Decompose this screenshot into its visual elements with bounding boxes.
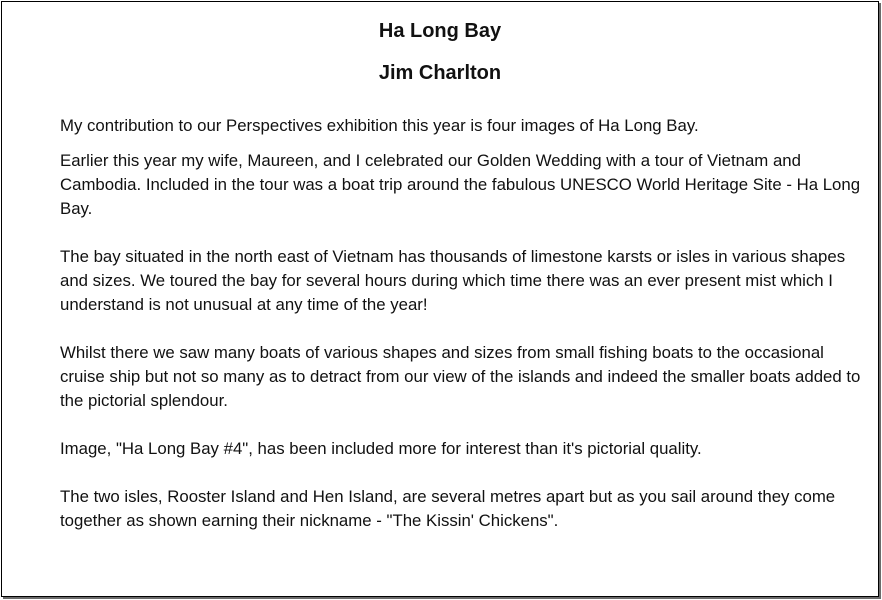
- paragraph-kissin-chickens: The two isles, Rooster Island and Hen Island, are several metres apart but as you sail around they come together as shown earning their nickname - "The Kissin' Chickens".: [60, 487, 836, 530]
- document-title: Ha Long Bay: [378, 20, 502, 42]
- paragraph-boats: Whilst there we saw many boats of various shapes and sizes from small fishing boats to the occasional cruise ship but not so many as to detract from our view of the islands and indeed the smaller boats added to the pictorial splendour.: [60, 343, 861, 410]
- paragraph-bay-description: The bay situated in the north east of Vietnam has thousands of limestone karsts or isles in various shapes and sizes. We toured the bay for several hours during which time there was an ever present mist which I understand is not unusual at any time of the year!: [60, 247, 846, 314]
- document-page: [1, 1, 879, 597]
- paragraph-image-four: Image, "Ha Long Bay #4", has been included more for interest than it's pictorial quality.: [60, 439, 702, 458]
- author-name: Jim Charlton: [378, 62, 502, 84]
- paragraph-intro: My contribution to our Perspectives exhibition this year is four images of Ha Long Bay.: [60, 116, 699, 135]
- paragraph-golden-wedding: Earlier this year my wife, Maureen, and I celebrated our Golden Wedding with a tour of Vietnam and Cambodia. Included in the tour was a boat trip around the fabulous UNESCO World Heritage Site - Ha Long Bay.: [60, 151, 861, 218]
- document-body: [60, 114, 872, 533]
